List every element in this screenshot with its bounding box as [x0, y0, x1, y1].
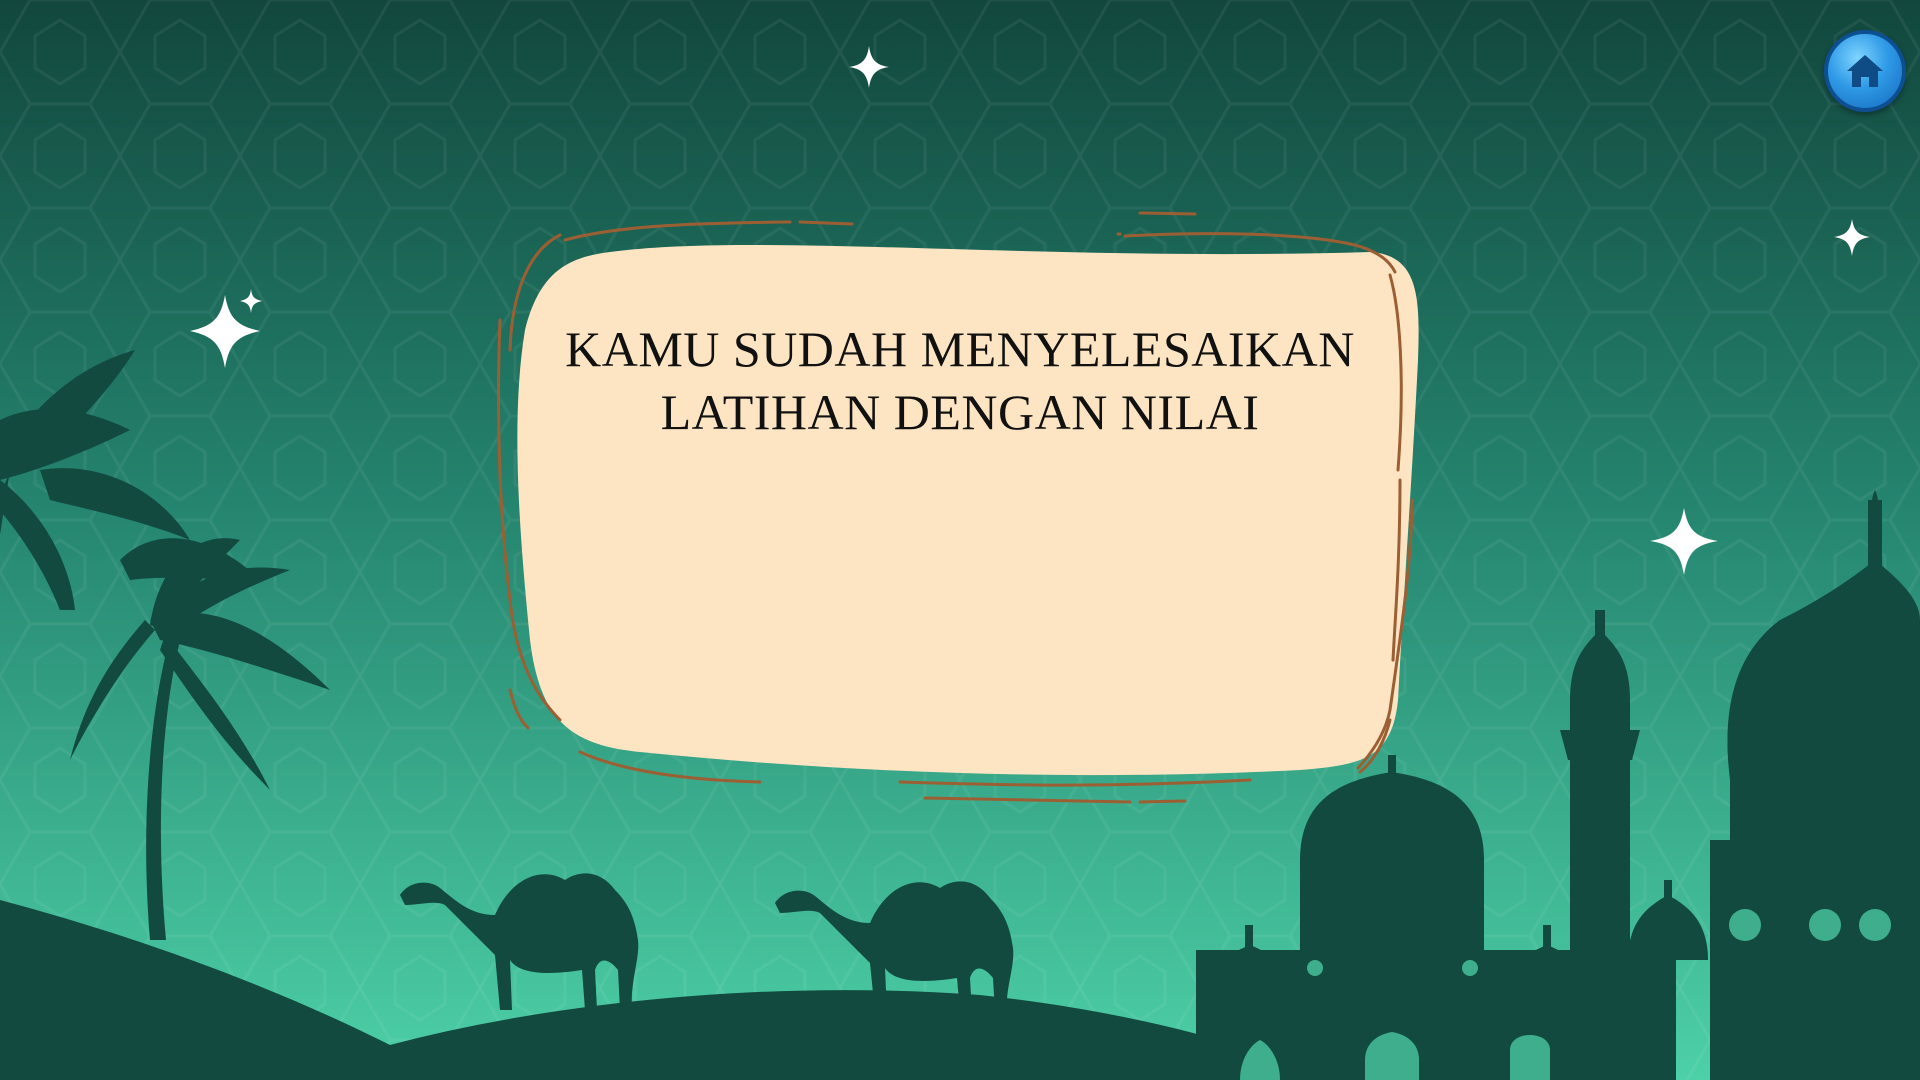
message-line-2: LATIHAN DENGAN NILAI: [660, 384, 1260, 440]
score-value: [540, 470, 1380, 670]
home-icon: [1843, 49, 1887, 93]
home-button[interactable]: [1824, 30, 1906, 112]
message-line-1: KAMU SUDAH MENYELESAIKAN: [565, 321, 1355, 377]
completion-message: [540, 318, 1380, 444]
